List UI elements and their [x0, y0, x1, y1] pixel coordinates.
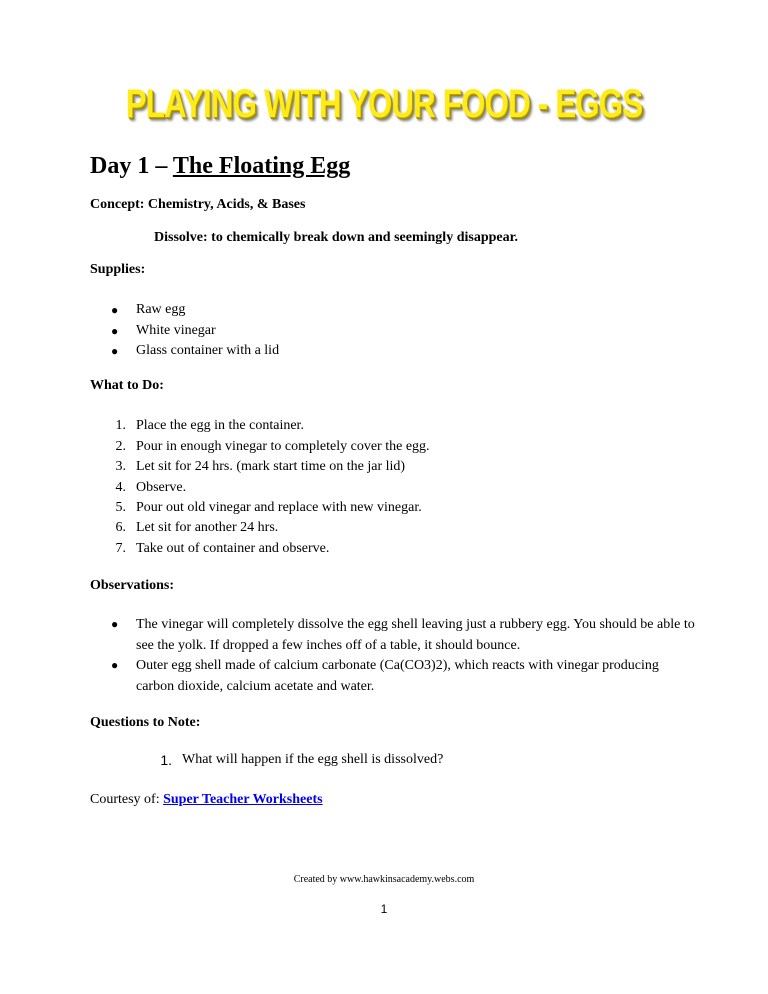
concept-line: Concept: Chemistry, Acids, & Bases — [90, 197, 306, 212]
courtesy-line — [90, 792, 323, 808]
question-number: 1. — [160, 752, 172, 768]
step-text: Pour in enough vinegar to completely cover the egg. — [136, 439, 430, 454]
step-number: 1. — [115, 418, 126, 433]
supply-item: White vinegar — [136, 323, 216, 338]
title-underlined: The Floating Egg — [172, 153, 351, 179]
supply-item: Raw egg — [136, 302, 186, 317]
step-text: Observe. — [136, 480, 187, 495]
observations-heading: Observations: — [90, 578, 174, 593]
observation-text: Outer egg shell made of calcium carbonate (Ca(CO3)2), which reacts with vinegar producing carbon dioxide, calcium acetate and water. — [136, 658, 659, 694]
step-text: Place the egg in the container. — [136, 418, 304, 433]
bullet-icon: ● — [111, 617, 119, 631]
step-text: Take out of container and observe. — [136, 541, 330, 556]
observation-text: The vinegar will completely dissolve the egg shell leaving just a rubbery egg. You should be able to see the yolk. If dropped a few inches off of a table, it should bounce. — [136, 617, 695, 653]
step-number: 5. — [115, 500, 126, 515]
bullet-icon: ● — [111, 324, 119, 338]
step-number: 7. — [115, 541, 126, 556]
bullet-icon: ● — [111, 344, 119, 358]
page-title — [90, 153, 350, 180]
what-to-do-heading: What to Do: — [90, 378, 164, 393]
courtesy-label: Courtesy of: — [90, 792, 164, 807]
title-prefix: Day 1 – — [90, 153, 173, 179]
footer-credit: Created by www.hawkinsacademy.webs.com — [293, 874, 475, 885]
page-number: 1 — [380, 902, 388, 916]
step-number: 3. — [115, 459, 126, 474]
step-number: 6. — [115, 520, 126, 535]
bullet-icon: ● — [111, 303, 119, 317]
question-text: What will happen if the egg shell is dissolved? — [182, 752, 444, 767]
step-number: 4. — [115, 480, 126, 495]
questions-heading: Questions to Note: — [90, 715, 201, 730]
banner-title: PLAYING WITH YOUR FOOD - EGGS — [125, 82, 643, 126]
step-text: Let sit for another 24 hrs. — [136, 520, 279, 535]
super-teacher-worksheets-link[interactable]: Super Teacher Worksheets — [163, 792, 323, 807]
supplies-heading: Supplies: — [90, 262, 146, 277]
step-text: Let sit for 24 hrs. (mark start time on the jar lid) — [136, 459, 406, 474]
bullet-icon: ● — [111, 658, 119, 672]
step-text: Pour out old vinegar and replace with new vinegar. — [136, 500, 422, 515]
definition-line: Dissolve: to chemically break down and seemingly disappear. — [154, 230, 519, 245]
step-number: 2. — [115, 439, 126, 454]
supply-item: Glass container with a lid — [136, 343, 280, 358]
